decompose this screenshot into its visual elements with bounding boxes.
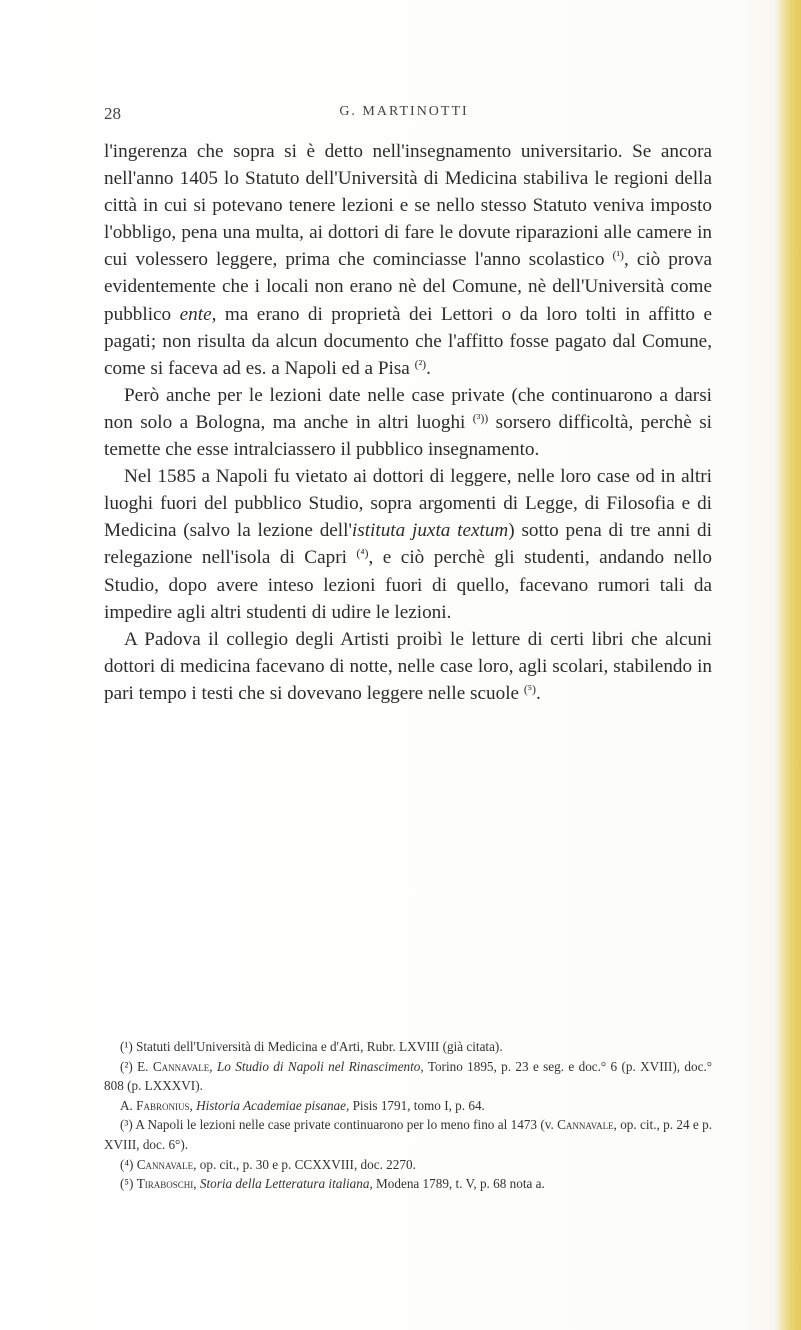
text-run: A Padova il collegio degli Artisti proibì le letture di certi libri che alcuni dottori di medicina facevano di notte, nelle case loro, agli scolari, stabilendo in pari tempo i testi che si dovevano leggere nelle scuole bbox=[104, 628, 712, 704]
footnote-text: op. cit., p. 24 e p. XVIII, doc. 6°). bbox=[104, 1117, 712, 1152]
footnote-text: op. cit., p. 30 e p. CCXXVIII, doc. 2270. bbox=[199, 1156, 416, 1172]
footnote-ref-2: (²) bbox=[414, 356, 427, 371]
page-edge bbox=[775, 0, 801, 1330]
footnote-4 bbox=[104, 1155, 712, 1175]
footnote-text: Modena 1789, t. V, p. 68 nota a. bbox=[376, 1176, 545, 1192]
footnote-mark: (¹) bbox=[120, 1039, 133, 1054]
paragraph-1 bbox=[104, 138, 712, 382]
footnote-5 bbox=[104, 1174, 712, 1194]
latin-phrase: istituta juxta textum bbox=[351, 520, 509, 542]
text-run: , ma erano di proprietà dei Lettori o da loro tolti in affitto e pagati; non risulta da alcun documento che l'affitto fosse pagato dal Comune, come si faceva ad es. a Napoli ed a Pisa bbox=[104, 303, 713, 379]
footnote-text: A Napoli le lezioni nelle case private continuarono per lo meno fino al 1473 (v. bbox=[135, 1117, 554, 1133]
footnote-mark: (⁵) bbox=[120, 1176, 134, 1192]
footnote-author: Tiraboschi, bbox=[136, 1176, 197, 1192]
footnote-author: Cannavale, bbox=[557, 1117, 617, 1133]
footnote-mark: (³) bbox=[120, 1117, 133, 1133]
footnote-mark: (⁴) bbox=[120, 1156, 134, 1172]
footnote-3 bbox=[104, 1115, 712, 1154]
running-head: G. MARTINOTTI bbox=[339, 104, 469, 119]
footnotes bbox=[104, 1037, 712, 1194]
paragraph-3 bbox=[104, 463, 712, 626]
text-run: . bbox=[535, 682, 541, 704]
footnote-text: Torino 1895, p. 23 e seg. e doc.° 6 (p. XVIII), doc.° 808 (p. LXXXVI). bbox=[104, 1058, 713, 1094]
footnote-author: E. Cannavale, bbox=[137, 1058, 213, 1074]
italic-term: ente bbox=[179, 303, 212, 325]
footnote-mark: (²) bbox=[120, 1058, 133, 1074]
main-text bbox=[104, 138, 712, 707]
footnote-1 bbox=[104, 1037, 712, 1057]
footnote-title: Historia Academiae pisanae, bbox=[196, 1097, 350, 1113]
paragraph-4 bbox=[104, 626, 712, 707]
text-run: ) sotto pena di tre anni di relegazione nell'isola di Capri bbox=[104, 520, 712, 569]
footnote-ref-3: (³)) bbox=[472, 411, 489, 425]
text-run: l'ingerenza che sopra si è detto nell'insegnamento universitario. Se ancora nell'anno 1405 lo Statuto dell'Università di Medicina stabiliva le regioni della città in cui si potevano tenere lezioni e se nello stesso Statuto veniva imposto l'obbligo, pena una multa, ai dottori di fare le dovute riparazioni alle camere in cui volessero leggere, prima che cominciasse l'anno scolastico bbox=[104, 141, 712, 271]
text-run: sorsero difficoltà, perchè si temette che esse intralciassero il pubblico insegnamento. bbox=[104, 411, 712, 461]
page-number: 28 bbox=[104, 104, 121, 123]
footnote-ref-5: (⁵) bbox=[523, 681, 536, 696]
page-header bbox=[104, 104, 704, 126]
footnote-ref-4: (⁴) bbox=[356, 546, 369, 561]
text-run: Però anche per le lezioni date nelle case private (che continuarono a darsi non solo a Bologna, ma anche in altri luoghi bbox=[104, 384, 712, 433]
text-run: , e ciò perchè gli studenti, andando nello Studio, dopo avere inteso lezioni fuori di quello, facevano rumori tali da impedire agli altri studenti di udire le lezioni. bbox=[104, 547, 713, 623]
footnote-2 bbox=[104, 1057, 712, 1096]
footnote-title: Lo Studio di Napoli nel Rinascimento, bbox=[216, 1058, 424, 1074]
text-run: , ciò prova evidentemente che i locali non erano nè del Comune, nè dell'Università come pubblico bbox=[104, 249, 712, 325]
footnote-author: A. Fabronius, bbox=[120, 1097, 193, 1113]
footnote-author: Cannavale, bbox=[136, 1156, 197, 1172]
footnote-ref-1: (¹) bbox=[612, 248, 624, 263]
footnote-text: Statuti dell'Università di Medicina e d'Arti, Rubr. LXVIII (già citata). bbox=[136, 1039, 503, 1054]
footnote-2b bbox=[104, 1096, 712, 1116]
footnote-text: Pisis 1791, tomo I, p. 64. bbox=[352, 1097, 485, 1113]
paragraph-2 bbox=[104, 382, 712, 463]
text-run: Nel 1585 a Napoli fu vietato ai dottori di leggere, nelle loro case od in altri luoghi fuori del pubblico Studio, sopra argomenti di Legge, di Filosofia e di Medicina (salvo la lezione dell' bbox=[104, 466, 712, 542]
footnote-title: Storia della Letteratura italiana, bbox=[199, 1176, 373, 1192]
text-run: . bbox=[426, 357, 431, 379]
